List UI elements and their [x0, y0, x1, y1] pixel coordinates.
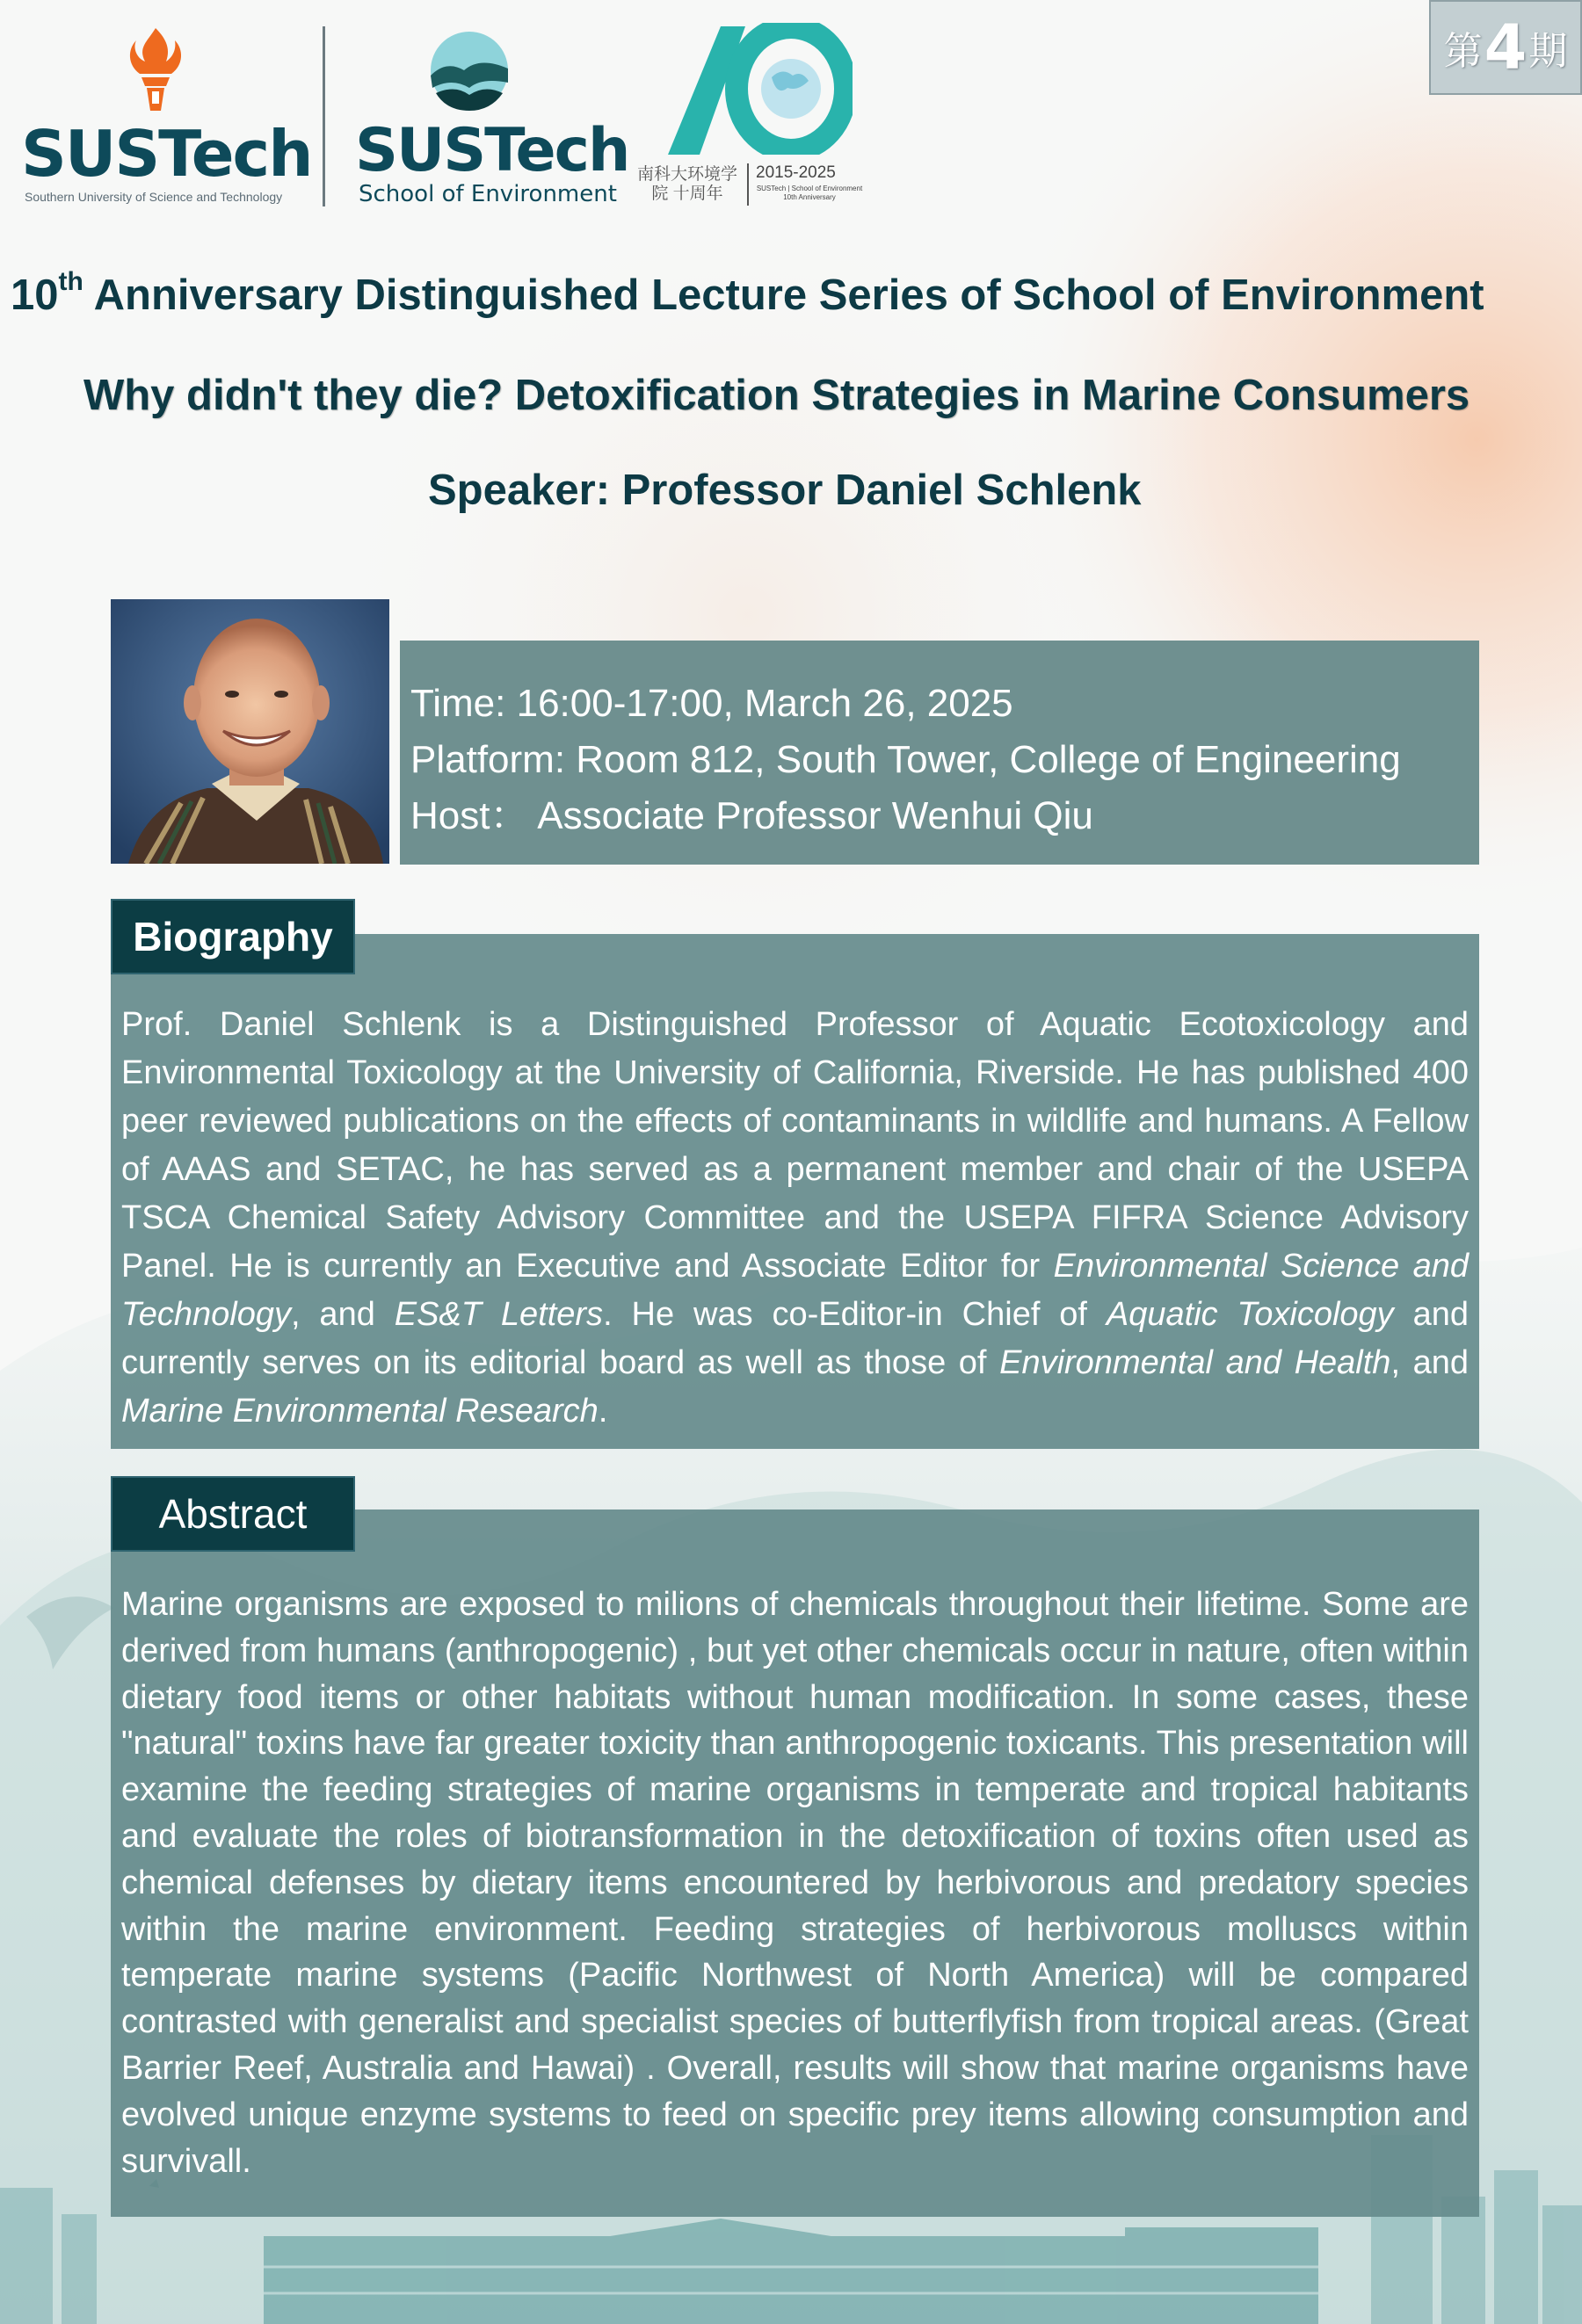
school-subtitle: School of Environment	[359, 181, 617, 207]
torch-icon	[120, 25, 191, 117]
issue-prefix: 第	[1443, 29, 1483, 74]
bio-journal-marine-env: Marine Environmental Research	[121, 1393, 599, 1430]
bio-text-part: Prof. Daniel Schlenk is a Distinguished Professor of Aquatic Ecotoxicology and Environmental Toxicology at the University of California, Riverside. He has published 400 peer reviewed publications on the effects of contaminants in wildlife and humans. A Fellow of AAAS and SETAC, he has served as a permanent member and chair of the USEPA TSCA Chemical Safety Advisory Committee and the USEPA FIFRA Science Advisory Panel. He is currently an Executive and Associate Editor for	[121, 1006, 1469, 1285]
school-wordmark: SUSTech	[355, 116, 629, 185]
bio-text-part: .	[598, 1393, 608, 1430]
sustech-logo	[21, 25, 312, 209]
speaker-photo	[111, 599, 389, 864]
anniversary-ten-mark	[659, 23, 853, 155]
issue-suffix: 期	[1528, 29, 1568, 74]
bio-text-part: . He was co-Editor-in Chief of	[603, 1296, 1107, 1333]
anniversary-caption-divider	[747, 163, 749, 206]
anniversary-chinese-caption: 南科大环境学院 十周年	[636, 165, 737, 203]
bio-journal-est: Environmental Science and Technology	[121, 1248, 1470, 1333]
anniversary-years: 2015-2025	[756, 163, 836, 182]
sustech-wordmark: SUSTech	[21, 117, 312, 191]
event-platform: Platform: Room 812, South Tower, College of Engineering	[410, 738, 1401, 781]
lecture-title: Why didn't they die? Detoxification Strategies in Marine Consumers	[83, 372, 1470, 419]
series-ordinal: th	[58, 267, 83, 296]
issue-number: 4	[1484, 11, 1528, 83]
event-host: Host： Associate Professor Wenhui Qiu	[410, 794, 1093, 837]
abstract-text: Marine organisms are exposed to milions of chemicals throughout their lifetime. Some are derived from humans (anthropogenic) , but yet other chemicals occur in nature, often within dietary food items or other habitats without human modification. In some cases, these "natural" toxins have far greater toxicity than anthropogenic toxicants. This presentation will examine the feeding strategies of marine organisms in temperate and tropical habitants and evaluate the roles of biotransformation in the detoxification of toxins often used as chemical defenses by dietary items encountered by herbivorous and predatory species within the marine environment. Feeding strategies of herbivorous molluscs within temperate marine systems (Pacific Northwest of North America) will be compared contrasted with generalist and specialist species of butterflyfish from tropical areas. (Great Barrier Reef, Australia and Hawai) . Overall, results will show that marine organisms have evolved unique enzyme systems to feed on specific prey items allowing consumption and survivall.	[121, 1586, 1469, 2180]
bio-text-part: , and	[290, 1296, 395, 1333]
bio-text-part: and currently serves on its editorial board as well as those of	[121, 1296, 1469, 1381]
anniversary-logo	[633, 23, 870, 212]
bio-journal-env-health: Environmental and Health	[999, 1344, 1391, 1381]
abstract-heading: Abstract	[111, 1476, 355, 1552]
abstract-panel	[111, 1510, 1479, 2217]
series-number: 10	[11, 271, 59, 319]
series-name: Anniversary Distinguished Lecture Series of School of Environment	[83, 271, 1484, 319]
issue-badge	[1429, 0, 1582, 95]
logo-divider	[323, 26, 325, 206]
anniversary-english-caption: SUSTech | School of Environment 10th Anniversary	[756, 185, 863, 201]
series-title	[11, 267, 1484, 320]
event-info-box	[400, 641, 1479, 865]
bio-journal-estl: ES&T Letters	[394, 1296, 604, 1333]
biography-panel	[111, 934, 1479, 1449]
sustech-subtitle: Southern University of Science and Technology	[25, 190, 283, 204]
biography-heading: Biography	[111, 899, 355, 974]
bio-text-part: , and	[1390, 1344, 1469, 1381]
bio-journal-aquatic-tox: Aquatic Toxicology	[1106, 1296, 1394, 1333]
biography-text	[121, 1001, 1469, 1436]
globe-icon	[429, 30, 510, 111]
school-logo	[355, 30, 629, 214]
event-time: Time: 16:00-17:00, March 26, 2025	[410, 682, 1013, 725]
speaker-line: Speaker: Professor Daniel Schlenk	[428, 467, 1142, 514]
